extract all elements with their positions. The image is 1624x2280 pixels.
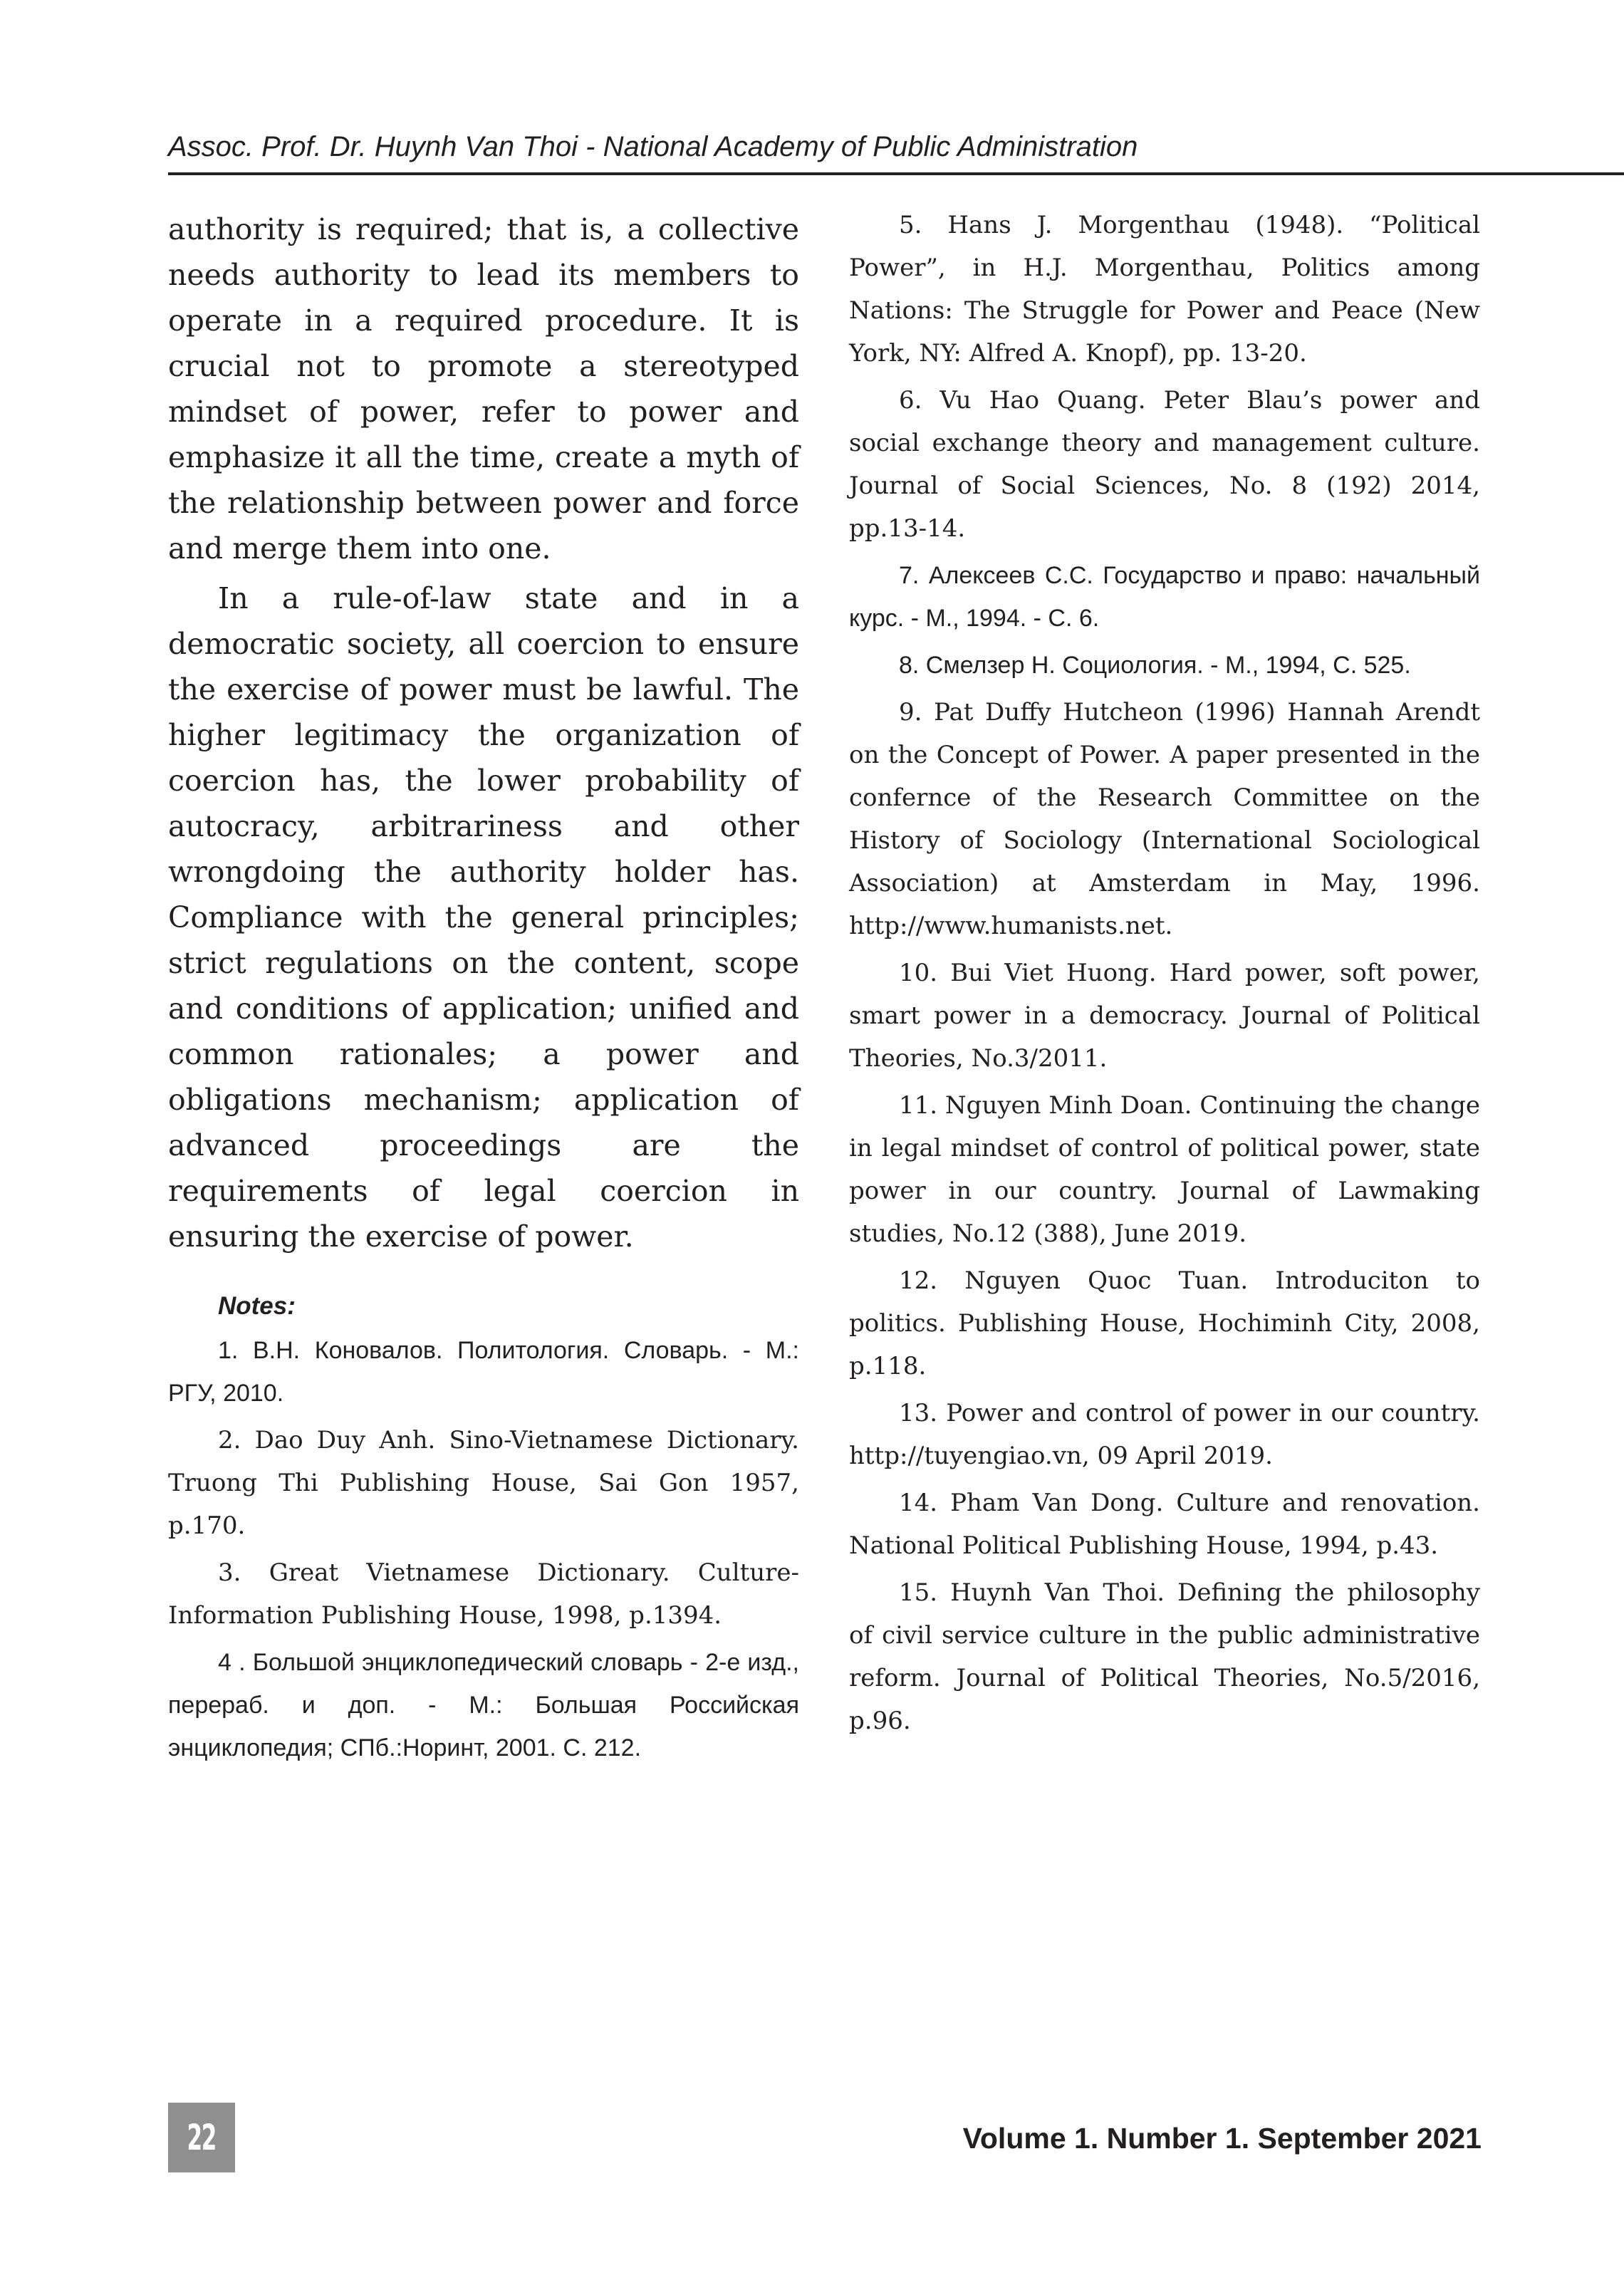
header-rule (168, 172, 1624, 175)
note-2: 2. Dao Duy Anh. Sino-Vietnamese Dictionary. Truong Thi Publishing House, Sai Gon 1957, p.170. (168, 1426, 799, 1540)
volume-info: Volume 1. Number 1. September 2021 (962, 2122, 1482, 2155)
notes-heading: Notes: (218, 1292, 296, 1320)
note-5: 5. Hans J. Morgenthau (1948). “Political Power”, in H.J. Morgenthau, Politics among Nations: The Struggle for Power and Peace (New York, NY: Alfred A. Knopf), pp. 13-20. (849, 211, 1480, 368)
running-header: Assoc. Prof. Dr. Huynh Van Thoi - National Academy of Public Administration (168, 131, 1138, 162)
note-13: 13. Power and control of power in our country. http://tuyengiao.vn, 09 April 2019. (849, 1399, 1480, 1470)
body-paragraph-2: In a rule-of-law state and in a democratic society, all coercion to ensure the exercise of power must be lawful. The higher legitimacy the organization of coercion has, the lower probability of autocracy, arbitrariness and other wrongdoing the authority holder has. Compliance with the general principles; strict regulations on the content, scope and conditions of application; unified and common rationales; a power and obligations mechanism; application of advanced proceedings are the requirements of legal coercion in ensuring the exercise of power. (168, 581, 799, 1254)
note-7: 7. Алексеев С.С. Государство и право: начальный курс. - М., 1994. - С. 6. (849, 562, 1480, 632)
note-8: 8. Смелзер Н. Социология. - М., 1994, С. 525. (899, 652, 1411, 679)
note-9: 9. Pat Duffy Hutcheon (1996) Hannah Arendt on the Concept of Power. A paper presented in the confernce of the Research Committee on the History of Sociology (International Sociological Association) at Amsterdam in May, 1996. http://www.humanists.net. (849, 698, 1480, 940)
note-11: 11. Nguyen Minh Doan. Continuing the change in legal mindset of control of political power, state power in our country. Journal of Lawmaking studies, No.12 (388), June 2019. (849, 1091, 1480, 1248)
body-paragraph-1: authority is required; that is, a collective needs authority to lead its members to operate in a required procedure. It is crucial not to promote a stereotyped mindset of power, refer to power and emphasize it all the time, create a myth of the relationship between power and force and merge them into one. (168, 212, 799, 566)
page-number: 22 (187, 2117, 217, 2158)
note-12: 12. Nguyen Quoc Tuan. Introduciton to politics. Publishing House, Hochiminh City, 2008, p.118. (849, 1266, 1480, 1380)
note-10: 10. Bui Viet Huong. Hard power, soft power, smart power in a democracy. Journal of Political Theories, No.3/2011. (849, 959, 1480, 1073)
note-6: 6. Vu Hao Quang. Peter Blau’s power and social exchange theory and management culture. Journal of Social Sciences, No. 8 (192) 2014, pp.13-14. (849, 386, 1480, 543)
note-15: 15. Huynh Van Thoi. Defining the philosophy of civil service culture in the public administrative reform. Journal of Political Theories, No.5/2016, p.96. (849, 1578, 1480, 1735)
note-1: 1. В.Н. Коновалов. Политология. Словарь. - М.: РГУ, 2010. (168, 1337, 799, 1407)
note-14: 14. Pham Van Dong. Culture and renovation. National Political Publishing House, 1994, p.43. (849, 1489, 1480, 1560)
note-3: 3. Great Vietnamese Dictionary. Culture-Information Publishing House, 1998, p.1394. (168, 1558, 799, 1630)
left-column (168, 207, 799, 1774)
note-4: 4 . Большой энциклопедический словарь - 2-е изд., перераб. и доп. - М.: Большая Российская энциклопедия; СПб.:Норинт, 2001. С. 212. (168, 1649, 799, 1761)
page-number-badge (168, 2103, 235, 2172)
right-column (849, 207, 1480, 1747)
